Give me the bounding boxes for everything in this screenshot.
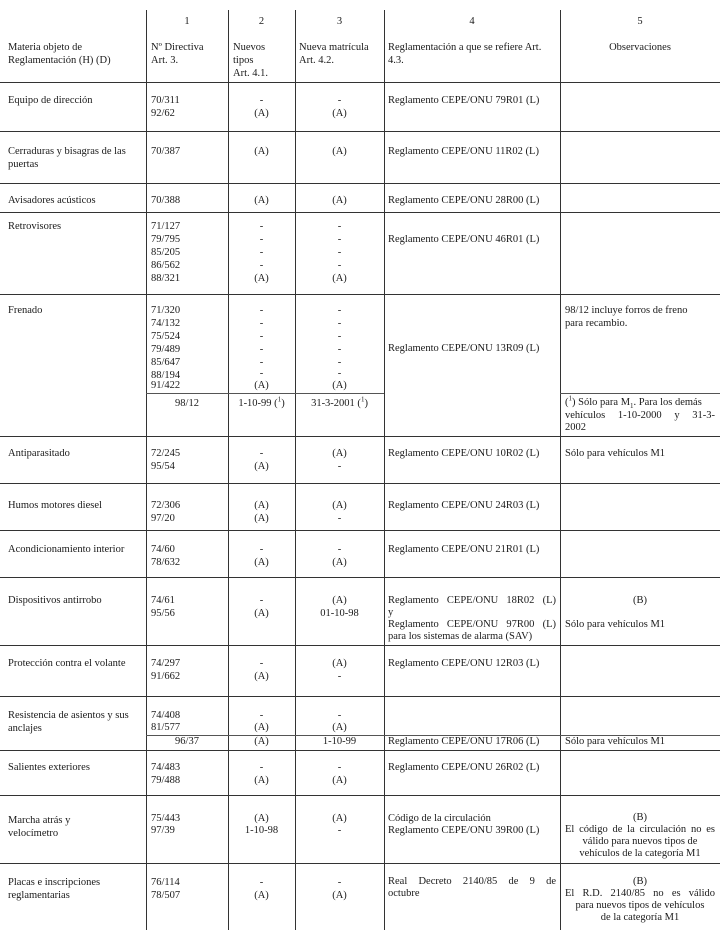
directiva-cell: 76/114 [151, 877, 180, 888]
row-divider [0, 294, 720, 295]
directiva-cell: 81/577 [151, 722, 181, 733]
materia-cell: Acondicionamiento interior [8, 544, 125, 555]
materia-cell: Cerraduras y bisagras de las [8, 146, 126, 157]
matricula-cell: - [337, 260, 342, 271]
subrow-divider [146, 393, 384, 394]
directiva-cell: 70/311 [151, 95, 180, 106]
nuevos-cell: (A) [254, 557, 269, 568]
directiva-cell: 74/60 [151, 544, 175, 555]
materia-cell: Antiparasitado [8, 448, 70, 459]
observaciones-cell: para nuevos tipos de vehículos [575, 900, 705, 911]
header-directiva-line1: Nº Directiva [151, 42, 204, 53]
directiva-cell: 70/388 [151, 195, 181, 206]
header-materia-line2: Reglamentación (H) (D) [8, 55, 111, 66]
header-nuevos-line2: tipos [233, 55, 254, 66]
row-divider [0, 82, 720, 83]
header-matricula-line2: Art. 4.2. [299, 55, 334, 66]
matricula-cell: (A) [332, 195, 347, 206]
reglamentacion-cell: Reglamento CEPE/ONU 10R02 (L) [388, 448, 540, 459]
matricula-cell: 01-10-98 [320, 608, 359, 619]
header-observaciones: Observaciones [609, 42, 671, 53]
row-divider [0, 212, 720, 213]
directiva-cell: 74/61 [151, 595, 175, 606]
nuevos-cell: - [259, 221, 264, 232]
directiva-cell: 71/127 [151, 221, 181, 232]
matricula-cell: (A) [332, 775, 347, 786]
nuevos-cell: (A) [254, 890, 269, 901]
matricula-cell: - [337, 331, 342, 342]
directiva-cell: 74/483 [151, 762, 181, 773]
sub-observaciones-cell: Sólo para vehículos M1 [565, 736, 666, 747]
nuevos-cell: (A) [254, 608, 269, 619]
nuevos-cell: (A) [254, 195, 269, 206]
directiva-cell: 70/387 [151, 146, 181, 157]
observaciones-b-cell: (B) [633, 812, 647, 823]
header-reglamentacion-line1: Reglamentación a que se refiere Art. [388, 42, 542, 53]
column-number-3: 3 [336, 16, 343, 27]
materia-cell: Retrovisores [8, 221, 62, 232]
nuevos-cell: - [259, 357, 264, 368]
row-divider [0, 577, 720, 578]
reglamentacion-cell: Reglamento CEPE/ONU 21R01 (L) [388, 544, 540, 555]
column-number-4: 4 [469, 16, 475, 27]
matricula-cell: (A) [332, 557, 347, 568]
nuevos-cell: - [259, 710, 264, 721]
observaciones-cell: Sólo para vehículos M1 [565, 448, 666, 459]
directiva-cell: 78/507 [151, 890, 181, 901]
directiva-cell: 79/489 [151, 344, 181, 355]
header-reglamentacion-line2: 4.3. [388, 55, 404, 66]
reglamentacion-cell: octubre [388, 888, 420, 899]
nuevos-cell: (A) [254, 671, 269, 682]
row-divider [0, 645, 720, 646]
sub-nuevos-cell: (A) [254, 736, 269, 747]
materia-cell: anclajes [8, 723, 42, 734]
sub-reglamentacion-cell: Reglamento CEPE/ONU 17R06 (L) [388, 736, 540, 747]
matricula-cell: (A) [332, 595, 347, 606]
nuevos-cell: - [259, 658, 264, 669]
column-number-5: 5 [637, 16, 643, 27]
nuevos-cell: 1-10-98 [244, 825, 279, 836]
matricula-cell: (A) [332, 658, 347, 669]
nuevos-cell: - [259, 318, 264, 329]
directiva-cell: 91/422 [151, 380, 181, 391]
directiva-cell: 78/632 [151, 557, 181, 568]
nuevos-cell: (A) [254, 380, 269, 391]
reglamentacion-cell: y [388, 607, 394, 618]
nuevos-cell: - [259, 368, 264, 379]
column-divider [146, 10, 147, 930]
nuevos-cell: (A) [254, 722, 269, 733]
observaciones-b-cell: (B) [633, 876, 647, 887]
nuevos-cell: - [259, 762, 264, 773]
observaciones-cell: válido para nuevos tipos de [582, 836, 698, 847]
observaciones-cell: para recambio. [565, 318, 628, 329]
header-nuevos-line1: Nuevos [233, 42, 266, 53]
matricula-cell: - [337, 95, 342, 106]
reglamentacion-cell: Reglamento CEPE/ONU 97R00 (L) [388, 619, 556, 630]
materia-cell: puertas [8, 159, 39, 170]
sub-nuevos-cell: 1-10-99 ($^1$) [238, 395, 285, 409]
materia-cell: Placas e inscripciones [8, 877, 101, 888]
matricula-cell: - [337, 368, 342, 379]
matricula-cell: (A) [332, 500, 347, 511]
reglamentacion-cell: Reglamento CEPE/ONU 28R00 (L) [388, 195, 540, 206]
directiva-cell: 74/132 [151, 318, 181, 329]
nuevos-cell: - [259, 234, 264, 245]
subrow-divider [560, 393, 720, 394]
nuevos-cell: (A) [254, 146, 269, 157]
footnote-note-line3: 2002 [565, 422, 586, 433]
matricula-cell: - [337, 513, 342, 524]
row-divider [0, 436, 720, 437]
nuevos-cell: (A) [254, 775, 269, 786]
row-divider [0, 530, 720, 531]
column-number-2: 2 [258, 16, 265, 27]
materia-cell: Protección contra el volante [8, 658, 126, 669]
reglamentacion-cell: Reglamento CEPE/ONU 79R01 (L) [388, 95, 540, 106]
observaciones-cell: vehículos de la categoría M1 [579, 848, 701, 859]
nuevos-cell: - [259, 95, 264, 106]
matricula-cell: - [337, 825, 342, 836]
reglamentacion-cell: Reglamento CEPE/ONU 12R03 (L) [388, 658, 540, 669]
observaciones-cell: Sólo para vehículos M1 [565, 619, 666, 630]
row-divider [0, 863, 720, 864]
reglamentacion-cell: Reglamento CEPE/ONU 13R09 (L) [388, 343, 540, 354]
nuevos-cell: - [259, 544, 264, 555]
nuevos-cell: - [259, 877, 264, 888]
matricula-cell: - [337, 221, 342, 232]
matricula-cell: - [337, 710, 342, 721]
matricula-cell: (A) [332, 722, 347, 733]
sub-directiva-cell: 96/37 [175, 736, 199, 747]
header-directiva-line2: Art. 3. [151, 55, 179, 66]
directiva-cell: 72/245 [151, 448, 181, 459]
nuevos-cell: (A) [254, 273, 269, 284]
column-number-1: 1 [184, 16, 190, 27]
nuevos-cell: (A) [254, 461, 269, 472]
directiva-cell: 92/62 [151, 108, 175, 119]
nuevos-cell: - [259, 595, 264, 606]
reglamentacion-cell: Reglamento CEPE/ONU 18R02 (L) [388, 595, 556, 606]
nuevos-cell: - [259, 305, 264, 316]
observaciones-cell: El R.D. 2140/85 no es válido [565, 888, 715, 899]
directiva-cell: 91/662 [151, 671, 181, 682]
row-divider [0, 696, 720, 697]
materia-cell: Salientes exteriores [8, 762, 90, 773]
nuevos-cell: (A) [254, 513, 269, 524]
materia-cell: Resistencia de asientos y sus [8, 710, 129, 721]
reglamentacion-cell: Reglamento CEPE/ONU 24R03 (L) [388, 500, 540, 511]
directiva-cell: 75/443 [151, 813, 181, 824]
nuevos-cell: - [259, 448, 264, 459]
materia-cell: Humos motores diesel [8, 500, 102, 511]
directiva-cell: 74/408 [151, 710, 181, 721]
footnote-note-line1: ($^1$) Sólo para $M_1$. Para los demás [565, 394, 702, 411]
matricula-cell: (A) [332, 890, 347, 901]
directiva-cell: 97/39 [151, 825, 175, 836]
observaciones-cell: de la categoría M1 [600, 912, 680, 923]
materia-cell: velocímetro [8, 828, 59, 839]
directiva-cell: 95/54 [151, 461, 175, 472]
materia-cell: Marcha atrás y [8, 815, 71, 826]
observaciones-b-cell: (B) [633, 595, 647, 606]
matricula-cell: - [337, 762, 342, 773]
materia-cell: Dispositivos antirrobo [8, 595, 102, 606]
reglamentacion-cell: Reglamento CEPE/ONU 39R00 (L) [388, 825, 540, 836]
directiva-cell: 72/306 [151, 500, 181, 511]
directiva-cell: 74/297 [151, 658, 181, 669]
matricula-cell: - [337, 344, 342, 355]
reglamentacion-cell: para los sistemas de alarma (SAV) [388, 631, 533, 642]
row-divider [0, 183, 720, 184]
directiva-cell: 75/524 [151, 331, 181, 342]
matricula-cell: (A) [332, 380, 347, 391]
row-divider [0, 750, 720, 751]
directiva-cell: 85/205 [151, 247, 181, 258]
matricula-cell: (A) [332, 108, 347, 119]
column-divider [560, 10, 561, 930]
matricula-cell: - [337, 357, 342, 368]
matricula-cell: - [337, 305, 342, 316]
directiva-cell: 71/320 [151, 305, 181, 316]
directiva-cell: 97/20 [151, 513, 175, 524]
directiva-cell: 88/321 [151, 273, 181, 284]
directiva-cell: 85/647 [151, 357, 181, 368]
row-divider [0, 795, 720, 796]
header-matricula-line1: Nueva matrícula [299, 42, 369, 53]
observaciones-cell: El código de la circulación no es [565, 824, 715, 835]
header-nuevos-line3: Art. 4.1. [233, 68, 268, 79]
nuevos-cell: - [259, 344, 264, 355]
row-divider [0, 483, 720, 484]
row-divider [0, 131, 720, 132]
matricula-cell: - [337, 461, 342, 472]
footnote-note-line2: vehículos 1-10-2000 y 31-3- [565, 410, 715, 421]
nuevos-cell: - [259, 247, 264, 258]
materia-cell: Avisadores acústicos [8, 195, 96, 206]
matricula-cell: - [337, 234, 342, 245]
matricula-cell: (A) [332, 448, 347, 459]
sub-matricula-cell: 1-10-99 [322, 736, 357, 747]
reglamentacion-cell: Reglamento CEPE/ONU 26R02 (L) [388, 762, 540, 773]
matricula-cell: - [337, 247, 342, 258]
directiva-cell: 79/488 [151, 775, 181, 786]
reglamentacion-cell: Código de la circulación [388, 813, 491, 824]
nuevos-cell: (A) [254, 108, 269, 119]
header-materia-line1: Materia objeto de [8, 42, 83, 53]
materia-cell: reglamentarias [8, 890, 70, 901]
nuevos-cell: - [259, 331, 264, 342]
matricula-cell: - [337, 877, 342, 888]
nuevos-cell: - [259, 260, 264, 271]
matricula-cell: - [337, 544, 342, 555]
nuevos-cell: (A) [254, 813, 269, 824]
matricula-cell: - [337, 671, 342, 682]
matricula-cell: (A) [332, 813, 347, 824]
matricula-cell: - [337, 318, 342, 329]
directiva-cell: 88/194 [151, 370, 181, 381]
matricula-cell: (A) [332, 273, 347, 284]
sub-directiva-cell: 98/12 [175, 398, 199, 409]
column-divider [384, 10, 385, 930]
directiva-cell: 79/795 [151, 234, 181, 245]
observaciones-cell: 98/12 incluye forros de freno [565, 305, 688, 316]
reglamentacion-cell: Reglamento CEPE/ONU 46R01 (L) [388, 234, 540, 245]
reglamentacion-cell: Reglamento CEPE/ONU 11R02 (L) [388, 146, 539, 157]
materia-cell: Frenado [8, 305, 43, 316]
directiva-cell: 95/56 [151, 608, 175, 619]
materia-cell: Equipo de dirección [8, 95, 93, 106]
nuevos-cell: (A) [254, 500, 269, 511]
reglamentacion-cell: Real Decreto 2140/85 de 9 de [388, 876, 556, 887]
matricula-cell: (A) [332, 146, 347, 157]
sub-matricula-cell: 31-3-2001 ($^1$) [311, 395, 368, 409]
directiva-cell: 86/562 [151, 260, 181, 271]
